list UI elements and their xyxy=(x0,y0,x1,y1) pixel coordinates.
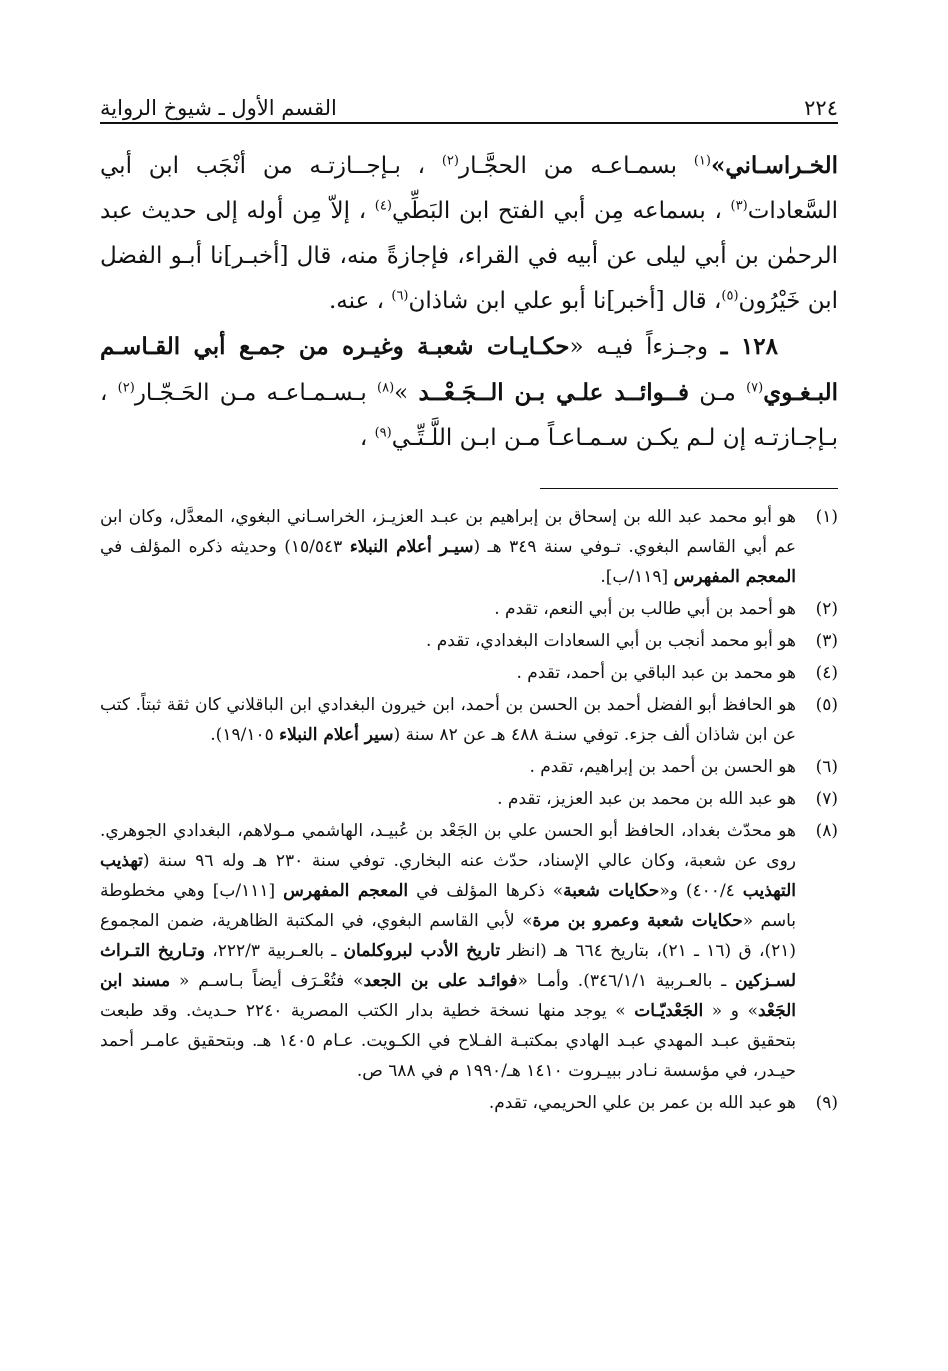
body-text: وجـزءاً فيـه « xyxy=(569,334,721,360)
footnote-4 xyxy=(100,658,838,688)
footnote-9 xyxy=(100,1088,838,1118)
footnote-ref: (٥) xyxy=(721,288,739,304)
body-text: ، بـإجـازتـه إن لـم يكـن سـمـاعـاً مـن ابـن اللَّـتِّـي xyxy=(100,380,838,451)
body-text: ، بسماعه مِن أبي الفتح ابن البَطِّي xyxy=(391,198,731,224)
footnote-text xyxy=(100,816,796,1086)
footnote-ref: (٨) xyxy=(377,380,395,396)
body-text: ، xyxy=(359,425,375,451)
footnote-2 xyxy=(100,594,838,624)
footnote-run: هو أبو محمد عبد الله بن إسحاق بن إبراهيم بن عبـد العزيـز، الخراسـاني البغوي، المعدَّل، وكان ابن عم أبي القاسم البغوي. تـوفي سنة ٣٤٩ هـ ( xyxy=(100,507,796,557)
footnote-run: » و « xyxy=(703,1001,758,1021)
footnote-ref: (١) xyxy=(693,153,711,169)
footnote-run: هو الحافظ أبو الفضل أحمد بن الحسن بن أحمد، ابن خيرون البغدادي ابن الباقلاني كان ثقة ثبتاً. كتب عن ابن شاذان ألف جزء. توفي سنـة ٤٨٨ هـ عن ٨٢ سنة ( xyxy=(100,695,796,745)
footnote-bold: المعجم المفهرس xyxy=(283,881,409,901)
footnote-number: (٦) xyxy=(815,757,838,777)
footnote-bold: مسند ابن الجَعْد xyxy=(100,971,796,1021)
page-number: ٢٢٤ xyxy=(804,96,838,120)
footnote-number: (٢) xyxy=(815,599,838,619)
footnote-text xyxy=(100,690,796,750)
footnote-3 xyxy=(100,626,838,656)
footnote-text: هو أبو محمد أنجب بن أبي السعادات البغدادي، تقدم . xyxy=(425,631,796,651)
footnote-bold: المعجم المفهرس xyxy=(673,567,796,587)
bold-title: فــوائــد علـي بـن الــجَـعْــد xyxy=(418,379,690,406)
paragraph-128 xyxy=(100,324,838,461)
footnote-ref: (٢) xyxy=(117,380,135,396)
footnote-bold: تهذيب التهذيب xyxy=(100,851,796,901)
entry-number: ١٢٨ ـ xyxy=(720,333,779,360)
bold-title: حكـايـات شعبـة وغيـره من جمـع أبي القـاسـم البـغـوي xyxy=(100,333,839,406)
footnote-run: ـ بالعـربية ٣٤٦/١/١). وأمـا « xyxy=(517,971,736,991)
footnote-ref: (٤) xyxy=(374,198,392,214)
footnote-text: هو الحسن بن أحمد بن إبراهيم، تقدم . xyxy=(529,757,796,777)
footnote-run: » ذكرها المؤلف في xyxy=(408,881,564,901)
footnote-number: (٧) xyxy=(815,789,838,809)
body-text: ، عنه. xyxy=(329,288,392,314)
footnote-run: ١٥/٥٤٣) وحديثه ذكره المؤلف في xyxy=(100,537,350,557)
body-text: ، قال [أخبر]نا أبو علي ابن شاذان xyxy=(408,288,722,314)
footnote-run: [١١٩/ب]. xyxy=(600,567,674,587)
footnote-ref: (٧) xyxy=(746,380,764,396)
footnote-number: (٥) xyxy=(815,695,838,715)
footnote-run: » لأبي القاسم البغوي، في المكتبة الظاهرية، ضمن المجموع (٢١)، ق (١٦ ـ ٢١)، بتاريخ ٦٦٤ هـ (انظر xyxy=(100,911,796,961)
footnote-ref: (٦) xyxy=(391,288,409,304)
footnote-bold: فوائـد على بن الجعد xyxy=(363,971,518,991)
footnote-ref: (٣) xyxy=(730,198,748,214)
footnote-bold: تاريخ الأدب لبروكلمان xyxy=(343,941,501,961)
footnote-ref: (٢) xyxy=(441,153,459,169)
body-text: بـسـمـاعـه مـن الحَـجّـار xyxy=(134,380,378,406)
footnote-run: [١١١/ب] وهي مخطوطة باسم « xyxy=(100,881,796,931)
footnote-run: ١٩/١٠٥). xyxy=(210,725,280,745)
footnote-7 xyxy=(100,784,838,814)
body-text: مـن xyxy=(689,380,747,406)
footnote-number: (٤) xyxy=(815,663,838,683)
footnote-6 xyxy=(100,752,838,782)
footnote-text: هو أحمد بن أبي طالب بن أبي النعم، تقدم . xyxy=(494,599,796,619)
footnote-number: (٩) xyxy=(815,1093,838,1113)
body-text: بسمـاعـه من الحجَّـار xyxy=(458,153,694,179)
footnote-number: (٣) xyxy=(815,631,838,651)
main-text xyxy=(100,143,838,461)
header-rule xyxy=(100,122,838,124)
body-text: ، إلاّ مِن أوله إلى حديث عبد الرحمٰن بن أبي ليلى عن أبيه في القراء، فإجازةً منه، قال [أخبـر]نا أبـو الفضل ابن خَيْرُون xyxy=(100,198,838,314)
footnote-1 xyxy=(100,502,838,592)
footnote-run: هو محدّث بغداد، الحافظ أبو الحسن علي بن الجَعْد بن عُبيـد، الهاشمي مـولاهم، البغدادي الجوهري. روى عن شعبة، وكان عالي الإسناد، حدّث عنه البخاري. توفي سنة ٢٣٠ هـ وله ٩٦ سنة ( xyxy=(100,821,796,871)
footnote-text xyxy=(100,502,796,592)
body-text: ، بـإجــازتـه من أنْجَب ابن أبي السَّعادات xyxy=(100,153,838,224)
footnotes xyxy=(100,502,838,1120)
footnote-ref: (٩) xyxy=(374,425,392,441)
footnote-separator xyxy=(540,488,838,489)
running-title: القسم الأول ـ شيوخ الرواية xyxy=(100,96,337,120)
footnote-bold: سيـر أعلام النبلاء xyxy=(349,537,474,557)
footnote-bold: حكايات شعبة وعمرو بن مرة xyxy=(532,911,743,931)
footnote-8 xyxy=(100,816,838,1086)
footnote-text: هو عبد الله بن محمد بن عبد العزيز، تقدم . xyxy=(497,789,796,809)
footnote-number: (٨) xyxy=(815,821,838,841)
paragraph-continuation xyxy=(100,143,838,324)
page-header xyxy=(100,86,838,120)
footnote-run: ٤٠٠/٤) و« xyxy=(659,881,743,901)
footnote-text: هو محمد بن عبد الباقي بن أحمد، تقدم . xyxy=(516,663,796,683)
footnote-bold: وتـاريخ التـراث لسـزكين xyxy=(100,941,797,991)
footnote-5 xyxy=(100,690,838,750)
footnote-text: هو عبد الله بن عمر بن علي الحريمي، تقدم. xyxy=(488,1093,796,1113)
footnote-run: » فتُعْـرَف أيضاً بـاسـم « xyxy=(170,971,364,991)
footnote-bold: حكايات شعبة xyxy=(563,881,660,901)
footnote-number: (١) xyxy=(815,507,838,527)
footnote-bold: الجَعْديّـات xyxy=(634,1001,704,1021)
footnote-run: ـ بالعـربية ٢٢٢/٣، xyxy=(204,941,344,961)
footnote-run: » يوجد منها نسخة خطية بدار الكتب المصرية ٢٢٤٠ حـديث. وقد طبعت بتحقيق عبـد المهدي عبـد الهادي بمكتبـة الفـلاح في الكـويت. عـام ١٤٠٥ هـ. وبتحقيق عامـر أحمد حيـدر، في مؤسسة نـادر ببيـروت ١٤١٠ هـ/١٩٩٠ م في ٦٨٨ ص. xyxy=(100,1001,796,1081)
body-text: » xyxy=(394,380,419,406)
bold-term: الخـراسـاني» xyxy=(710,152,838,179)
footnote-bold: سير أعلام النبلاء xyxy=(279,725,394,745)
